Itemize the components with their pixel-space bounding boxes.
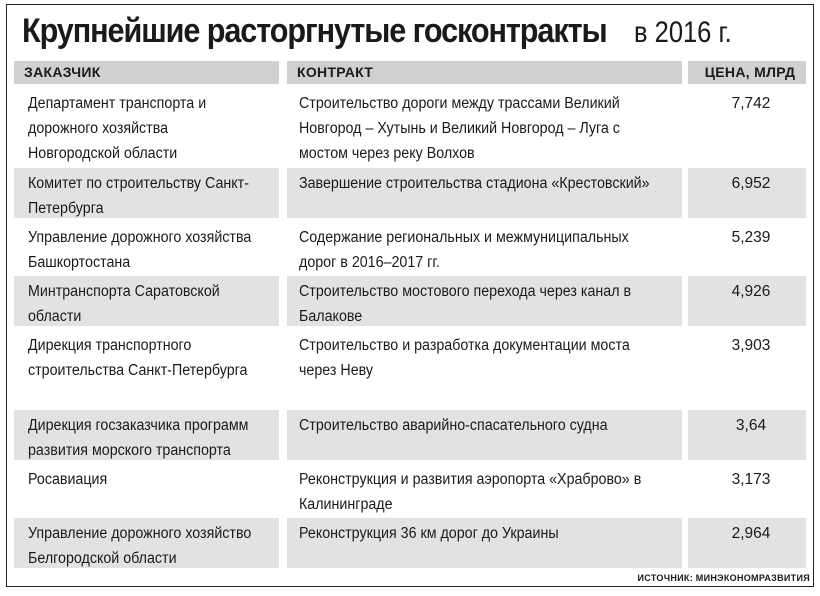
cell-price: 7,742	[731, 95, 771, 112]
header-price: ЦЕНА, МЛРД	[688, 61, 806, 84]
title-suffix: в 2016 г.	[633, 16, 732, 49]
title-main: Крупнейшие расторгнутые госконтракты	[22, 12, 607, 50]
cell-contract: Реконструкция 36 км дорог до Украины	[287, 518, 682, 568]
cell-contract: Строительство дороги между трассами Великий Новгород – Хутынь и Великий Новгород – Луга с мостом через реку Волхов	[299, 95, 620, 162]
cell-price: 3,173	[731, 471, 771, 488]
cell-price: 2,964	[688, 518, 806, 568]
cell-contract: Строительство и разработка документации моста через Неву	[299, 337, 630, 379]
cell-contract: Строительство мостового перехода через канал в Балакове	[287, 276, 682, 326]
cell-price: 4,926	[688, 276, 806, 326]
cell-customer: Дирекция госзаказчика программ развития морского транспорта	[14, 410, 279, 460]
cell-customer: Минтранспорта Саратовской области	[14, 276, 279, 326]
cell-customer: Департамент транспорта и дорожного хозяйства Новгородской области	[28, 95, 207, 162]
cell-customer: Управление дорожного хозяйства Башкортостана	[28, 229, 252, 271]
cell-price: 5,239	[731, 229, 771, 246]
header-contract: КОНТРАКТ	[287, 61, 682, 84]
cell-customer: Управление дорожного хозяйство Белгородской области	[14, 518, 279, 568]
cell-customer: Дирекция транспортного строительства Санкт-Петербурга	[28, 337, 248, 379]
source-note: ИСТОЧНИК: МИНЭКОНОМРАЗВИТИЯ	[631, 573, 810, 583]
header-customer: ЗАКАЗЧИК	[14, 61, 279, 84]
cell-contract: Реконструкция и развития аэропорта «Храброво» в Калининграде	[299, 471, 642, 513]
cell-customer: Комитет по строительству Санкт-Петербурга	[14, 168, 279, 218]
cell-price: 3,903	[731, 337, 771, 354]
cell-contract: Содержание региональных и межмуниципальных дорог в 2016–2017 гг.	[299, 229, 629, 271]
cell-contract: Строительство аварийно-спасательного судна	[287, 410, 682, 460]
cell-price: 6,952	[688, 168, 806, 218]
page-title	[22, 8, 749, 61]
cell-contract: Завершение строительства стадиона «Крестовский»	[287, 168, 682, 218]
cell-customer: Росавиация	[28, 471, 108, 488]
cell-price: 3,64	[688, 410, 806, 460]
